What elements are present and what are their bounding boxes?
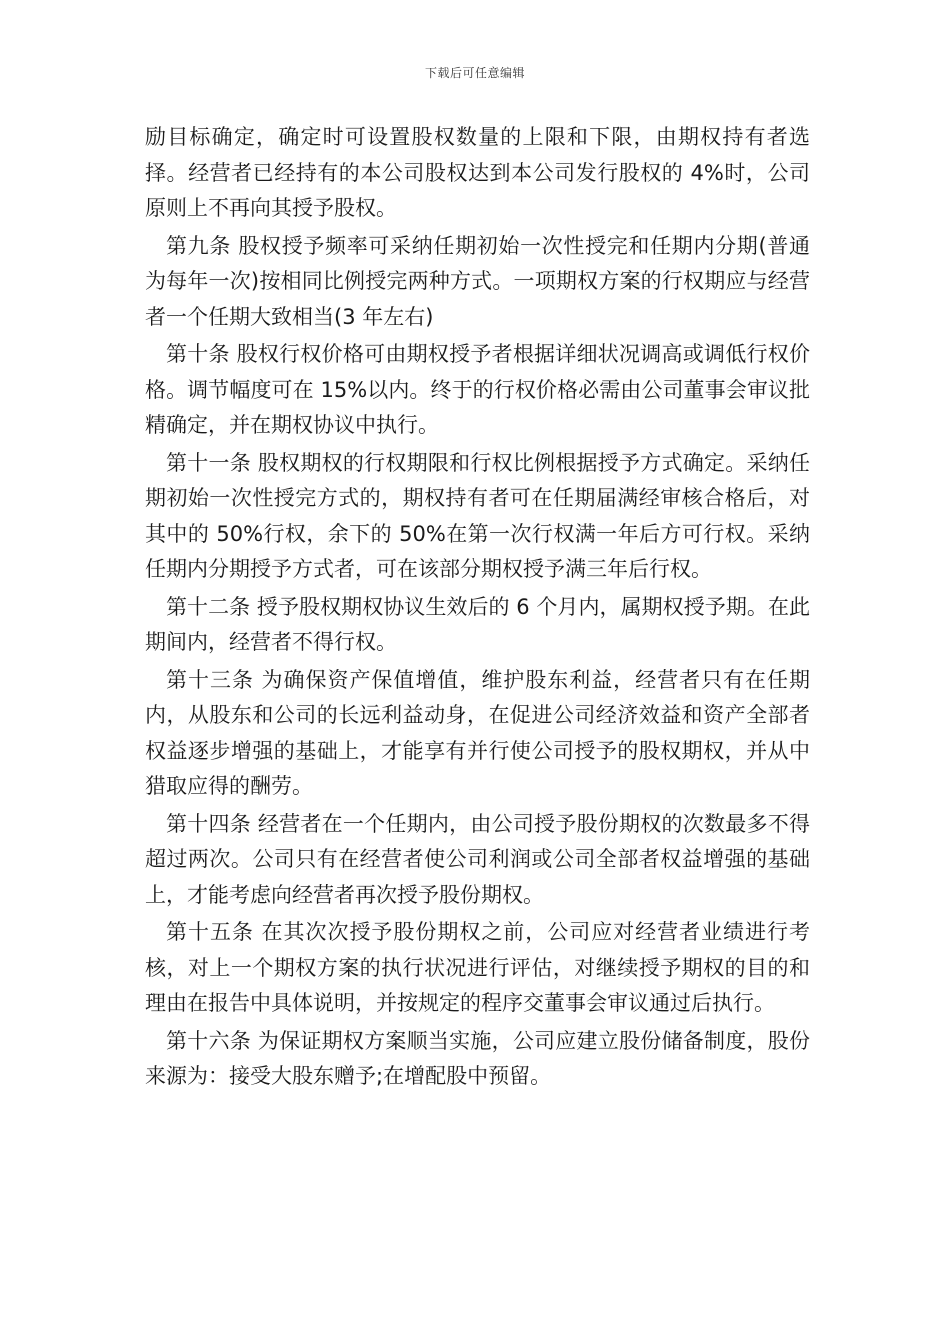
- paragraph-continuation: 励目标确定，确定时可设置股权数量的上限和下限，由期权持有者选择。经营者已经持有的本公司股权达到本公司发行股权的 4%时，公司原则上不再向其授予股权。: [145, 125, 810, 220]
- article-14: 第十四条 经营者在一个任期内，由公司授予股份期权的次数最多不得超过两次。公司只有在经营者使公司利润或公司全部者权益增强的基础上，才能考虑向经营者再次授予股份期权。: [145, 811, 810, 907]
- document-body: [145, 120, 810, 1097]
- article-9: 第九条 股权授予频率可采纳任期初始一次性授完和任期内分期(普通为每年一次)按相同比例授完两种方式。一项期权方案的行权期应与经营者一个任期大致相当(3 年左右): [145, 233, 810, 329]
- article-11: 第十一条 股权期权的行权期限和行权比例根据授予方式确定。采纳任期初始一次性授完方式的，期权持有者可在任期届满经审核合格后，对其中的 50%行权，余下的 50%在第一次行权满一年后方可行权。采纳任期内分期授予方式者，可在该部分期权授予满三年后行权。: [145, 450, 810, 581]
- page-header: 下载后可任意编辑: [424, 66, 525, 80]
- article-13: 第十三条 为确保资产保值增值，维护股东利益，经营者只有在任期内，从股东和公司的长远利益动身，在促进公司经济效益和资产全部者权益逐步增强的基础上，才能享有并行使公司授予的股权期权，并从中猎取应得的酬劳。: [145, 667, 810, 798]
- article-10: 第十条 股权行权价格可由期权授予者根据详细状况调高或调低行权价格。调节幅度可在 15%以内。终于的行权价格必需由公司董事会审议批精确定，并在期权协议中执行。: [145, 342, 810, 437]
- article-12: 第十二条 授予股权期权协议生效后的 6 个月内，属期权授予期。在此期间内，经营者不得行权。: [145, 594, 810, 654]
- article-16: 第十六条 为保证期权方案顺当实施，公司应建立股份储备制度，股份来源为：接受大股东赠予;在增配股中预留。: [145, 1028, 810, 1088]
- article-15: 第十五条 在其次次授予股份期权之前，公司应对经营者业绩进行考核，对上一个期权方案的执行状况进行评估，对继续授予期权的目的和理由在报告中具体说明，并按规定的程序交董事会审议通过后执行。: [145, 920, 810, 1015]
